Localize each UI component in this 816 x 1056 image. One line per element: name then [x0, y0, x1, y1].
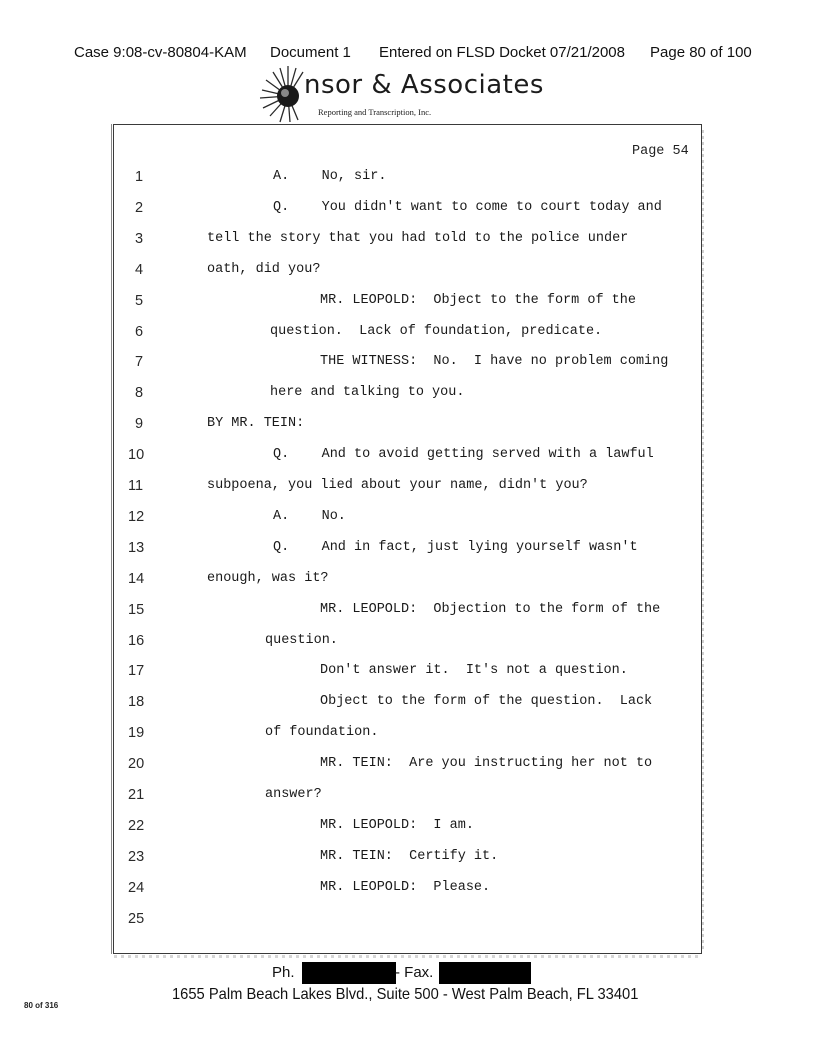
line-number: 25 [128, 910, 145, 927]
line-text: Q. And in fact, just lying yourself wasn't [273, 539, 638, 555]
docket-entry: Entered on FLSD Docket 07/21/2008 [379, 44, 625, 61]
redacted-fax [439, 962, 531, 984]
line-number: 9 [135, 416, 144, 433]
line-number: 5 [135, 292, 144, 309]
court-header [72, 44, 816, 66]
line-number: 7 [135, 354, 144, 371]
line-text: subpoena, you lied about your name, didn't you? [207, 478, 588, 493]
line-text: answer? [265, 787, 322, 802]
document-number: Document 1 [270, 44, 351, 61]
line-text: question. [265, 632, 338, 648]
frame-left-rule [111, 124, 112, 954]
line-text: MR. LEOPOLD: Objection to the form of the [320, 601, 661, 617]
page-count: Page 80 of 100 [650, 44, 752, 61]
line-number: 21 [128, 787, 145, 803]
frame-right-margin [702, 130, 704, 950]
line-text: here and talking to you. [270, 385, 465, 401]
line-number: 20 [128, 756, 145, 773]
line-number: 17 [128, 663, 145, 680]
line-number: 24 [128, 879, 145, 896]
line-text: oath, did you? [207, 261, 321, 277]
line-number: 13 [128, 539, 145, 556]
footer-phone-label: Ph. [272, 964, 295, 981]
line-text: THE WITNESS: No. I have no problem coming [320, 354, 669, 370]
line-number: 11 [128, 478, 144, 494]
footer-address: 1655 Palm Beach Lakes Blvd., Suite 500 - West Palm Beach, FL 33401 [172, 986, 639, 1003]
line-text: Object to the form of the question. Lack [320, 694, 653, 710]
line-number: 16 [128, 632, 145, 649]
line-number: 23 [128, 848, 145, 865]
line-number: 1 [135, 169, 144, 185]
line-text: enough, was it? [207, 570, 329, 586]
company-tagline: Reporting and Transcription, Inc. [318, 107, 432, 117]
line-text: Q. You didn't want to come to court today and [273, 199, 662, 215]
line-text: MR. LEOPOLD: Please. [320, 879, 491, 895]
line-number: 4 [135, 261, 144, 278]
frame-bottom-margin [114, 955, 702, 958]
line-number: 15 [128, 601, 145, 618]
line-text: of foundation. [265, 725, 379, 741]
line-number: 3 [135, 230, 144, 247]
line-text: question. Lack of foundation, predicate. [270, 323, 603, 339]
line-text: MR. LEOPOLD: Object to the form of the [320, 292, 636, 308]
line-text: MR. LEOPOLD: I am. [320, 817, 474, 833]
line-text: MR. TEIN: Certify it. [320, 848, 499, 864]
line-text: Q. And to avoid getting served with a lawful [273, 447, 654, 463]
transcript-page-label: Page 54 [632, 144, 689, 159]
line-number: 22 [128, 817, 145, 834]
line-number: 19 [128, 725, 145, 742]
side-page-number: 80 of 316 [24, 1001, 59, 1010]
line-text: Don't answer it. It's not a question. [320, 663, 628, 679]
company-name: nsor & Associates [304, 70, 544, 100]
line-text: A. No. [273, 508, 346, 524]
line-number: 18 [128, 694, 145, 711]
line-text: MR. TEIN: Are you instructing her not to [320, 756, 653, 772]
line-text: BY MR. TEIN: [207, 416, 305, 432]
line-number: 12 [128, 508, 145, 525]
company-logo [258, 64, 548, 126]
line-number: 14 [128, 570, 145, 587]
line-text: A. No, sir. [273, 169, 387, 184]
line-number: 2 [135, 199, 144, 216]
sunburst-logo-icon [258, 64, 308, 124]
line-number: 8 [135, 385, 144, 402]
line-text: tell the story that you had told to the police under [207, 230, 629, 246]
case-number: Case 9:08-cv-80804-KAM [74, 44, 247, 61]
redacted-phone [302, 962, 396, 984]
footer-fax-label: - Fax. [395, 964, 434, 981]
line-number: 10 [128, 447, 145, 464]
line-number: 6 [135, 323, 144, 340]
